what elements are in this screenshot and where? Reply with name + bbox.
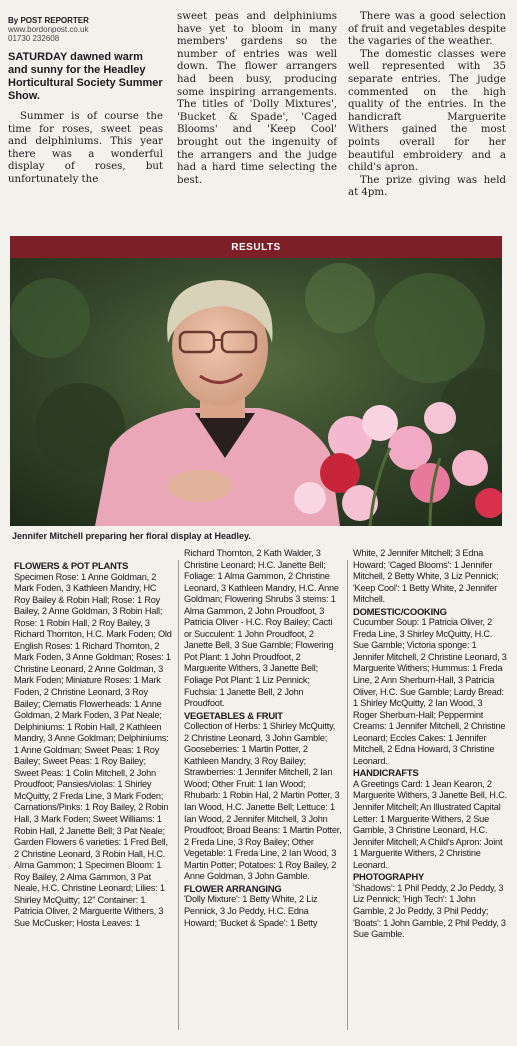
results-banner — [10, 236, 502, 258]
byline-website: www.bordonpost.co.uk — [8, 25, 89, 34]
results-text: 'Shadows': 1 Phil Peddy, 2 Jo Peddy, 3 Liz Pennick; 'High Tech': 1 John Gamble, 2 Jo Peddy, 3 Phil Peddy; 'Boats': 1 John Gamble, 2 Phil Peddy, 3 Sue Gamble. — [353, 882, 506, 940]
article-column-3 — [348, 11, 506, 200]
results-text: Specimen Rose: 1 Anne Goldman, 2 Mark Foden, 3 Kathleen Mandry, HC Roy Bailey & Robin Hall; Rose: 1 Roy Bailey, 2 Anne Goldman, 3 Robin Hall; Rose: 1 Robin Hall, 2 Roy Bailey, 3 Richard Thornton, H.C. Mark Foden; Old English Roses: 1 Richard Thornton, 2 Mark Foden, 3 Anne Goldman; Roses: 1 Christine Leonard, 2 Anne Goldman, 3 Mark Foden; Miniature Roses: 1 Mark Foden, 2 Christine Leonard, 3 Roy Bailey; Clematis Flowerheads: 1 Anne Goldman, 2 Mark Foden, 3 Pat Neale; Delphiniums: 1 Robin Hall, 2 Kathleen Mandry, 3 Anne Goldman; Delphiniums: 1 Anne Goldman; Sweet Peas: 1 Roy Bailey; Sweet Peas: 1 Roy Bailey; Sweet Peas: 1 Colin Mitchell, 2 John Proudfoot; Pansies/violas: 1 Shirley McQuitty, 2 Freda Line, 3 Mark Foden; Carnations/Pinks: 1 Roy Bailey, 2 Robin Hall, 3 Mark Foden; Sweet Williams: 1 Robin Hall, 2 Janette Bell; 3 Pat Neale; Garden Flowers 6 varieties: 1 Fred Bell, 2 Christine Leonard, 3 Robin Hall, H.C. Alma Gammon; 1 Specimen Bloom: 1 Roy Bailey, 2 Alma Gammon, 3 Pat Neale, H.C. Christine Leonard; Lilies: 1 Shirley McQuitty; 12" Container: 1 Patricia Oliver, 2 Marguerite Withers, 3 Sue McCusker; Hosta Leaves: 1 — [14, 571, 172, 928]
photo-caption: Jennifer Mitchell preparing her floral display at Headley. — [12, 531, 251, 541]
section-heading: PHOTOGRAPHY — [353, 871, 425, 883]
results-column-1 — [14, 560, 172, 930]
article-column-1 — [8, 16, 163, 187]
photo-illustration — [10, 258, 502, 526]
column-divider — [178, 560, 179, 1030]
section-heading: HANDICRAFTS — [353, 767, 419, 779]
section-heading: DOMESTIC/COOKING — [353, 605, 447, 617]
section-heading: FLOWER ARRANGING — [184, 882, 282, 894]
article-lead: SATURDAY dawned warm and sunny for the Headley Horticultural Society Summer Show. — [8, 51, 163, 102]
byline-author: POST REPORTER — [20, 16, 89, 25]
results-text: Cucumber Soup: 1 Patricia Oliver, 2 Freda Line, 3 Shirley McQuitty, H.C. Sue Gamble; Victoria sponge: 1 Jennifer Mitchell, 2 Christine Leonard, 3 Marguerite Withers; Hummus: 1 Freda Line, 2 Ann Sherburn-Hall, 3 Patricia Oliver, H.C. Sue Gamble; Lardy Bread: 1 Shirley McQuitty, 2 Ian Wood, 3 Roger Sherburn-Hall; Peppermint Creams: 1 Jennifer Mitchell, 2 Christine Leonard; Eccles Cakes: 1 Jennifer Mitchell, 2 Edna Howard, 3 Christine Leonard. — [353, 617, 507, 766]
results-banner-label: RESULTS — [231, 241, 281, 253]
article-paragraph: The domestic classes were well represented with 35 separate entries. The judge commented on the high quality of the entries. In the handicraft Marguerite Withers gained the most points overall for her beautiful embroidery and a child's apron. — [348, 48, 506, 174]
photo — [10, 258, 502, 526]
byline-phone: 01730 232608 — [8, 34, 60, 43]
article-paragraph: sweet peas and delphiniums have yet to bloom in many members' gardens so the number of entries was well down. The flower arrangers had been busy, producing some inspiring arrangements. The titles of 'Dolly Mixtures', 'Bucket & Spade', 'Caged Blooms' and 'Keep Cool' brought out the ingenuity of the arrangers and the judge had a hard time selecting the best. — [177, 11, 337, 186]
results-text: Collection of Herbs: 1 Shirley McQuitty, 2 Christine Leonard, 3 John Gamble; Gooseberries: 1 Martin Potter, 2 Kathleen Mandry, 3 Roy Bailey; Strawberries: 1 Jennifer Mitchell, 2 Ian Wood; Other Fruit: 1 Ian Wood; Rhubarb: 1 Robin Hal, 2 Martin Potter, 3 Ian Wood, H.C. Janette Bell; Lettuce: 1 Ian Wood, 2 Jennifer Mitchell, 3 John Proudfoot; Broad Beans: 1 Martin Potter, 2 Freda Line, 3 Roy Bailey; Other Vegetable: 1 Freda Line, 2 Ian Wood, 3 Martin Potter; Potatoes: 1 Roy Bailey, 2 Anne Goldman, 3 John Gamble. — [184, 721, 342, 882]
article-column-2 — [177, 11, 337, 187]
results-text: 'Dolly Mixture': 1 Betty White, 2 Liz Pennick, 3 Jo Peddy, H.C. Edna Howard; 'Bucket & Spade': 1 Betty — [184, 894, 318, 928]
results-column-2 — [184, 548, 342, 929]
article-paragraph: There was a good selection of fruit and vegetables despite the vagaries of the weather. — [348, 11, 506, 48]
article-paragraph: Summer is of course the time for roses, sweet peas and delphiniums. This year there was a wonderful display of roses, but unfortunately the — [8, 111, 163, 185]
results-column-3 — [353, 548, 508, 941]
byline-prefix: By — [8, 16, 19, 25]
results-text: Richard Thornton, 2 Kath Walder, 3 Christine Leonard; H.C. Janette Bell; Foliage: 1 Alma Gammon, 2 Christine Leonard, 3 Kathleen Mandry, H.C. Anne Goldman; Flowering Shrubs 3 stems: 1 Alma Gammon, 2 John Proudfoot, 3 Patricia Oliver - H.C. Roy Bailey; Cacti or Succulent: 1 John Proudfoot, 2 Janette Bell, 3 Sue Gamble; Flowering Pot Plant: 1 John Proudfoot, 2 Marguerite Withers, 3 Janette Bell; Foliage Pot Plant: 1 Liz Pennick; Fuchsia: 1 Janette Bell, 2 John Proudfoot. — [184, 548, 339, 709]
results-text: A Greetings Card: 1 Jean Kearon, 2 Marguerite Withers, 3 Janette Bell, H.C. Jennifer Mitchell; An Illustrated Capital Letter: 1 Marguerite Withers, 2 Sue Gamble, 3 Christine Leonard, H.C. Jennifer Mitchell; A Child's Apron: Joint 1 Marguerite Withers, 2 Christine Leonard. — [353, 778, 507, 870]
section-heading: VEGETABLES & FRUIT — [184, 709, 283, 721]
byline — [8, 16, 163, 43]
article-paragraph: The prize giving was held at 4pm. — [348, 174, 506, 199]
results-text: White, 2 Jennifer Mitchell; 3 Edna Howard; 'Caged Blooms': 1 Jennifer Mitchell, 2 Betty White, 3 Liz Pennick; 'Keep Cool': 1 Betty White, 2 Jennifer Mitchell. — [353, 548, 499, 605]
section-heading: FLOWERS & POT PLANTS — [14, 560, 129, 571]
column-divider — [347, 560, 348, 1030]
